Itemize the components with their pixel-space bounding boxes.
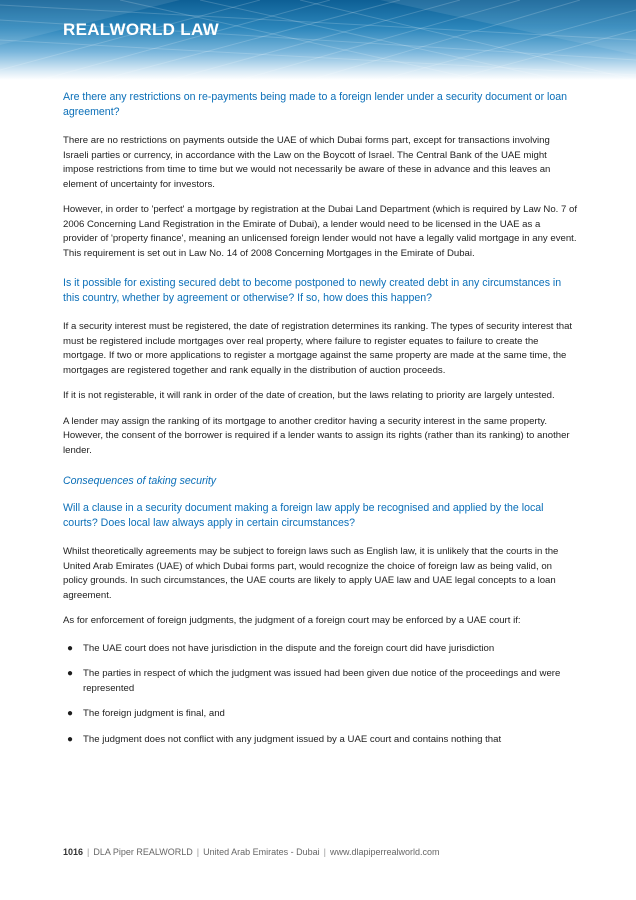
bullet-list (63, 642, 577, 748)
brand-title: REALWORLD LAW (63, 20, 219, 39)
footer-separator: | (196, 847, 200, 857)
list-item-text: The judgment does not conflict with any judgment issued by a UAE court and contains nothing that (83, 733, 502, 745)
paragraph: If it is not registerable, it will rank in order of the date of creation, but the laws relating to priority are largely untested. (63, 390, 555, 401)
building-graphic-icon (0, 0, 636, 80)
list-item-text: The foreign judgment is final, and (83, 708, 225, 719)
paragraph: There are no restrictions on payments outside the UAE of which Dubai forms part, except for transactions involving Israeli parties or currency, in accordance with the Law on the Boycott of Israel. The Central Bank of the UAE might impose restrictions from time to time but we would not necessarily be aware of these in advance and this leaves an element of uncertainty for investors. (63, 135, 551, 190)
list-item (63, 642, 577, 657)
question-heading: Will a clause in a security document making a foreign law apply be recognised and applied by the local courts? Does local law always apply in certain circumstances? (63, 502, 544, 529)
paragraph: A lender may assign the ranking of its mortgage to another creditor having a security interest in the same property. However, the consent of the borrower is required if a lender wants to assign its rights (rather than its ranking) to another lender. (63, 415, 570, 456)
paragraph: If a security interest must be registered, the date of registration determines its ranking. The types of security interest that must be registered include mortgages over real property, where failure to register equates to failure to create the mortgage. If two or more applications to register a mortgage against the same property are made at the same time, the mortgages are registered together and rank equally in the distribution of auction proceeds. (63, 321, 573, 376)
section-heading: Consequences of taking security (63, 475, 217, 487)
bullet-icon: ● (67, 668, 74, 679)
website-link[interactable]: www.dlapiperrealworld.com (330, 847, 440, 857)
paragraph: However, in order to 'perfect' a mortgage by registration at the Dubai Land Department (which is required by Law No. 7 of 2006 Concerning Land Registration in the Emirate of Dubai), a lender would need to be licensed in the UAE as a provider of 'property finance', meaning an unlicensed foreign lender would not have a legally valid mortgage in any event. This requirement is set out in Law No. 14 of 2008 Concerning Mortgages in the Emirate of Dubai. (63, 204, 577, 259)
page-footer (63, 847, 440, 857)
header-banner (0, 0, 636, 80)
list-item-text: The UAE court does not have jurisdiction in the dispute and the foreign court did have jurisdiction (83, 642, 495, 654)
footer-separator: | (323, 847, 326, 857)
page-number: 1016 (63, 847, 84, 857)
bullet-icon: ● (67, 733, 74, 745)
footer-separator: | (87, 847, 90, 857)
question-heading: Is it possible for existing secured debt to become postponed to newly created debt in any circumstances in this country, whether by agreement or otherwise? If so, how does this happen? (63, 277, 562, 304)
question-heading: Are there any restrictions on re-payments being made to a foreign lender under a security document or loan agreement? (63, 91, 568, 118)
list-item (63, 733, 577, 748)
bullet-icon: ● (67, 708, 74, 719)
list-item (63, 667, 577, 696)
paragraph: Whilst theoretically agreements may be subject to foreign laws such as English law, it is unlikely that the courts in the United Arab Emirates (UAE) of which Dubai forms part, would recognize the choice of foreign law as being valid, on policy grounds. In such circumstances, the UAE courts are likely to apply UAE law and UAE legal concepts to a loan agreement. (63, 546, 559, 601)
jurisdiction-label: United Arab Emirates - Dubai (203, 847, 320, 857)
list-item (63, 707, 577, 722)
paragraph: As for enforcement of foreign judgments, the judgment of a foreign court may be enforced by a UAE court if: (63, 615, 521, 626)
publication-name: DLA Piper REALWORLD (93, 847, 193, 857)
bullet-icon: ● (67, 642, 74, 654)
main-content (63, 90, 577, 758)
list-item-text: The parties in respect of which the judgment was issued had been given due notice of the proceedings and were represented (83, 668, 561, 694)
